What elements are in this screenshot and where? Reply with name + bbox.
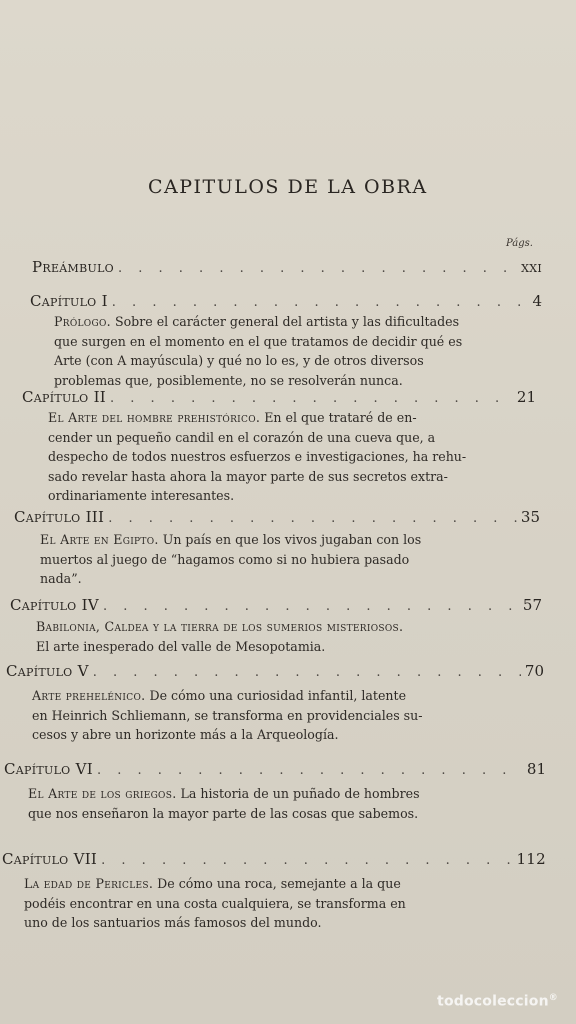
toc-entry-chapter-5 bbox=[6, 662, 544, 680]
description-lead: El Arte del hombre prehistórico. bbox=[48, 410, 261, 425]
chapter-description bbox=[40, 530, 540, 589]
watermark-text: todocoleccion bbox=[437, 994, 549, 1010]
description-line bbox=[28, 784, 544, 804]
description-line: uno de los santuarios más famosos del mundo. bbox=[24, 915, 322, 930]
toc-entry-chapter-1 bbox=[30, 292, 542, 310]
page-number: 112 bbox=[516, 850, 546, 868]
description-lead: Prólogo. bbox=[54, 314, 111, 329]
description-line bbox=[24, 874, 546, 894]
description-line: despecho de todos nuestros esfuerzos e investigaciones, ha rehu- bbox=[48, 449, 467, 464]
dot-leader bbox=[104, 511, 517, 526]
description-text: Un país en que los vivos jugaban con los bbox=[158, 532, 422, 547]
chapter-title: Capítulo IV bbox=[10, 596, 99, 614]
chapter-title: Capítulo I bbox=[30, 292, 108, 310]
toc-entry-chapter-3 bbox=[14, 508, 540, 526]
description-lead: Babilonia, Caldea y la tierra de los sumerios misteriosos. bbox=[36, 619, 404, 634]
description-text: La historia de un puñado de hombres bbox=[176, 786, 420, 801]
dot-leader bbox=[89, 665, 521, 680]
description-line: en Heinrich Schliemann, se transforma en providenciales su- bbox=[32, 707, 423, 723]
description-line: que surgen en el momento en el que tratamos de decidir qué es bbox=[54, 333, 463, 349]
chapter-title: Capítulo V bbox=[6, 662, 89, 680]
description-lead: Arte prehelénico. bbox=[32, 688, 146, 703]
description-line bbox=[54, 312, 534, 332]
toc-entry-chapter-7 bbox=[2, 850, 546, 868]
description-line bbox=[40, 530, 540, 550]
description-line bbox=[36, 617, 542, 637]
toc-entry-chapter-2 bbox=[22, 388, 536, 406]
toc-entry-chapter-6 bbox=[4, 760, 546, 778]
chapter-description bbox=[54, 312, 534, 390]
chapter-title: Capítulo VII bbox=[2, 850, 98, 868]
chapter-title: Capítulo VI bbox=[4, 760, 93, 778]
description-line: problemas que, posiblemente, no se resolverán nunca. bbox=[54, 372, 403, 388]
page-number: 21 bbox=[516, 388, 536, 406]
dot-leader bbox=[93, 763, 523, 778]
page-title: CAPITULOS DE LA OBRA bbox=[148, 176, 428, 198]
chapter-description bbox=[36, 617, 542, 656]
watermark-trademark: ® bbox=[548, 993, 558, 1004]
dot-leader bbox=[99, 599, 519, 614]
page-number: xxi bbox=[521, 258, 542, 276]
description-line: que nos enseñaron la mayor parte de las cosas que sabemos. bbox=[28, 805, 419, 821]
watermark bbox=[437, 993, 558, 1010]
description-text: Sobre el carácter general del artista y las dificultades bbox=[110, 314, 460, 329]
dot-leader bbox=[106, 391, 513, 406]
chapter-title: Capítulo II bbox=[22, 388, 107, 406]
dot-leader bbox=[114, 261, 517, 276]
page-number: 81 bbox=[526, 760, 546, 778]
description-line: El arte inesperado del valle de Mesopotamia. bbox=[36, 638, 326, 654]
description-line bbox=[32, 686, 542, 706]
toc-entry-preambulo bbox=[32, 258, 542, 276]
description-line: sado revelar hasta ahora la mayor parte de sus secretos extra- bbox=[48, 468, 448, 484]
description-lead: El Arte de los griegos. bbox=[28, 786, 177, 801]
description-line: muertos al juego de “hagamos como si no hubiera pasado bbox=[40, 551, 410, 567]
description-lead: El Arte en Egipto. bbox=[40, 532, 159, 547]
pages-column-label: Págs. bbox=[506, 238, 533, 249]
chapter-description bbox=[48, 408, 538, 506]
description-line: cender un pequeño candil en el corazón de una cueva que, a bbox=[48, 429, 436, 445]
chapter-title: Preámbulo bbox=[32, 258, 114, 276]
page-number: 4 bbox=[532, 292, 542, 310]
dot-leader bbox=[108, 295, 529, 310]
description-line: cesos y abre un horizonte más a la Arqueología. bbox=[32, 727, 339, 742]
description-line bbox=[48, 408, 538, 428]
page-number: 35 bbox=[520, 508, 540, 526]
description-line: podéis encontrar en una costa cualquiera, se transforma en bbox=[24, 895, 406, 911]
page-number: 57 bbox=[522, 596, 542, 614]
chapter-description bbox=[24, 874, 546, 933]
description-text: En el que trataré de en- bbox=[260, 410, 417, 425]
chapter-description bbox=[28, 784, 544, 823]
toc-entry-chapter-4 bbox=[10, 596, 542, 614]
description-line: ordinariamente interesantes. bbox=[48, 488, 235, 503]
description-line: nada”. bbox=[40, 571, 82, 586]
dot-leader bbox=[97, 853, 512, 868]
chapter-description bbox=[32, 686, 542, 745]
description-line: Arte (con A mayúscula) y qué no lo es, y de otros diversos bbox=[54, 353, 424, 368]
page-number: 70 bbox=[524, 662, 544, 680]
description-text: De cómo una curiosidad infantil, latente bbox=[145, 688, 407, 703]
description-lead: La edad de Pericles. bbox=[24, 876, 154, 891]
description-text: De cómo una roca, semejante a la que bbox=[153, 876, 401, 891]
chapter-title: Capítulo III bbox=[14, 508, 105, 526]
